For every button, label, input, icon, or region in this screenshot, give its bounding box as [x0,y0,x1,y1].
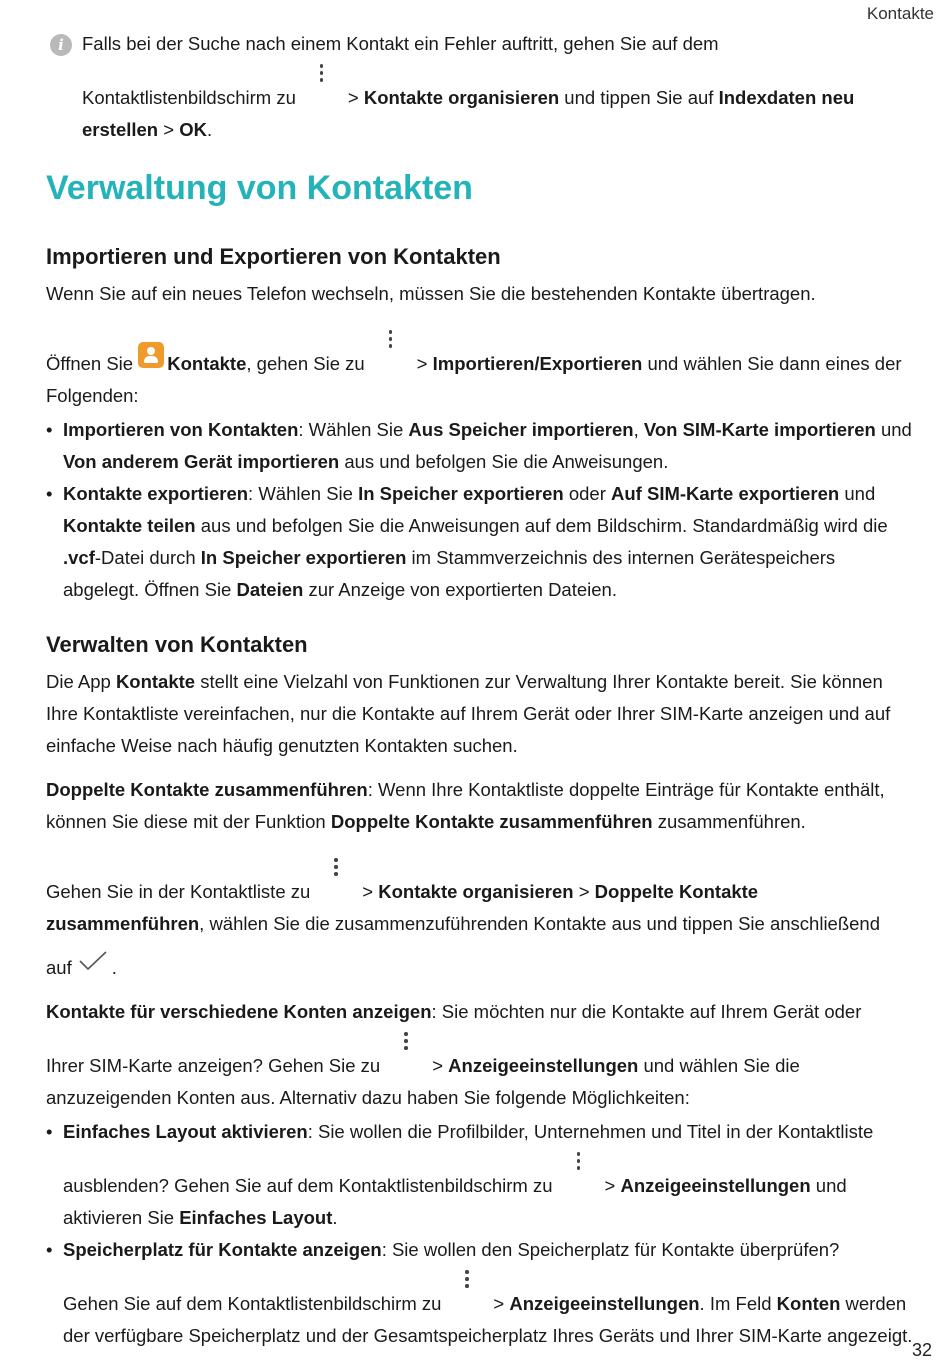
more-vertical-icon [324,854,348,888]
header-section-label: Kontakte [866,4,934,23]
checkmark-icon [78,950,108,972]
more-vertical-icon [455,1266,479,1300]
more-vertical-icon [394,1028,418,1062]
merge-instruction: Gehen Sie in der Kontaktliste zu > Kontakte organisieren > Doppelte Kontakte zusammenführen, wählen Sie die zusammenzuführenden Kontakte aus und tippen Sie anschließend auf . [46,854,916,984]
more-vertical-icon [379,326,403,360]
more-vertical-icon [310,60,334,94]
main-content [46,164,916,1352]
section-heading-import-export: Importieren und Exportieren von Kontakten [46,244,501,269]
page-title: Verwaltung von Kontakten [46,169,473,207]
page-number: 32 [911,1340,932,1360]
note-line-2: Kontaktlistenbildschirm zu > Kontakte organisieren und tippen Sie auf Indexdaten neu erstellen > OK. [82,60,916,146]
info-note [46,28,916,146]
manage-intro: Die App Kontakte stellt eine Vielzahl von Funktionen zur Verwaltung Ihrer Kontakte bereit. Sie können Ihre Kontaktliste vereinfachen, nur die Kontakte auf Ihrem Gerät oder Ihrer SIM-Karte anzeigen und auf einfache Weise nach häufig genutzten Kontakten suchen. [46,671,891,756]
note-line-1: Falls bei der Suche nach einem Kontakt ein Fehler auftritt, gehen Sie auf dem [82,33,719,54]
list-item-import: • Importieren von Kontakten: Wählen Sie Aus Speicher importieren, Von SIM-Karte importieren und Von anderem Gerät importieren aus und befolgen Sie die Anweisungen. [46,414,916,478]
more-vertical-icon [567,1148,591,1182]
section-heading-manage: Verwalten von Kontakten [46,632,308,657]
accounts-paragraph: Kontakte für verschiedene Konten anzeigen: Sie möchten nur die Kontakte auf Ihrem Gerät oder Ihrer SIM-Karte anzeigen? Gehen Sie zu > Anzeigeeinstellungen und wählen Sie die anzuzeigenden Konten aus. Alternativ dazu haben Sie folgende Möglichkeiten: [46,1001,862,1108]
list-item-simple-layout: • Einfaches Layout aktivieren: Sie wollen die Profilbilder, Unternehmen und Titel in der Kontaktliste ausblenden? Gehen Sie auf dem Kontaktlistenbildschirm zu > Anzeigeeinstellungen und aktivieren Sie Einfaches Layout. [46,1116,916,1234]
accounts-options-list [46,1116,916,1352]
info-icon: i [50,34,72,56]
import-export-instruction: Öffnen Sie Kontakte, gehen Sie zu > Importieren/Exportieren und wählen Sie dann eines der Folgenden: [46,326,916,412]
list-item-export: • Kontakte exportieren: Wählen Sie In Speicher exportieren oder Auf SIM-Karte exportieren und Kontakte teilen aus und befolgen Sie die Anweisungen auf dem Bildschirm. Standardmäßig wird die .vcf-Datei durch In Speicher exportieren im Stammverzeichnis des internen Gerätespeichers abgelegt. Öffnen Sie Dateien zur Anzeige von exportierten Dateien. [46,478,916,606]
import-export-intro: Wenn Sie auf ein neues Telefon wechseln, müssen Sie die bestehenden Kontakte übertragen. [46,283,816,304]
merge-paragraph: Doppelte Kontakte zusammenführen: Wenn Ihre Kontaktliste doppelte Einträge für Kontakte enthält, können Sie diese mit der Funktion Doppelte Kontakte zusammenführen zusammenführen. [46,779,885,832]
contacts-app-icon [138,342,164,368]
list-item-storage: • Speicherplatz für Kontakte anzeigen: Sie wollen den Speicherplatz für Kontakte überprüfen? Gehen Sie auf dem Kontaktlistenbildschirm zu > Anzeigeeinstellungen. Im Feld Konten werden der verfügbare Speicherplatz und der Gesamtspeicherplatz Ihres Geräts und Ihrer SIM-Karte angezeigt. [46,1234,916,1352]
import-export-list [46,414,916,606]
